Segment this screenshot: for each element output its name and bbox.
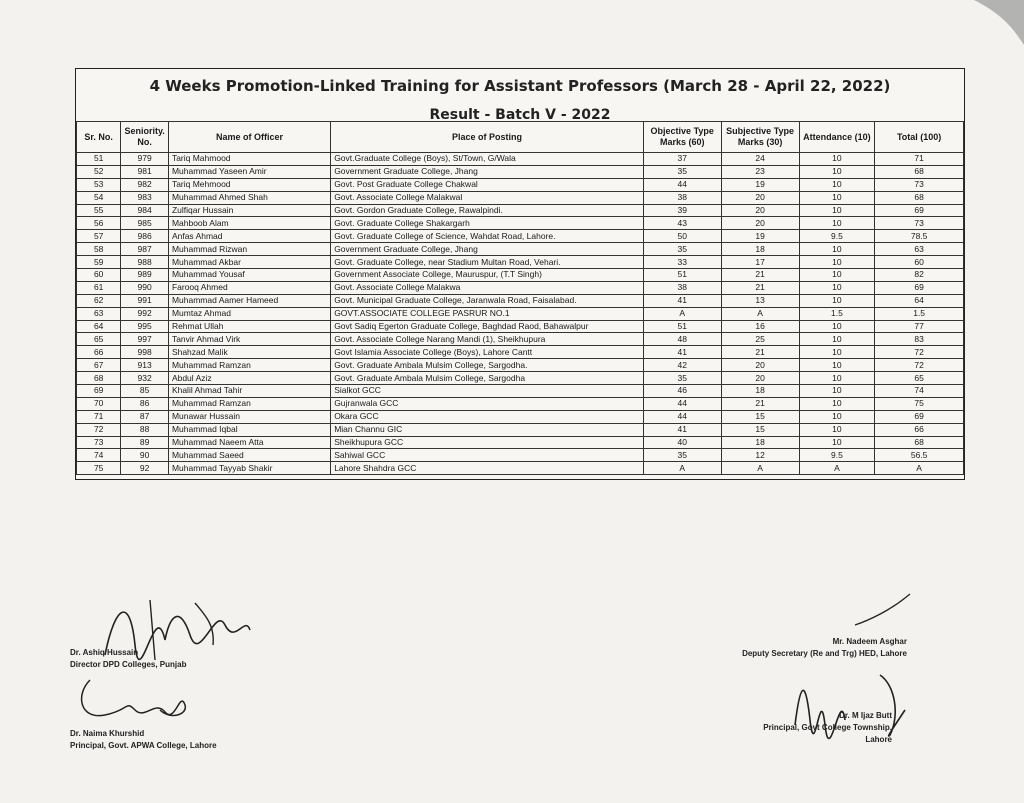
cell-officer-name: Muhammad Ramzan [168, 359, 330, 372]
table-row [77, 410, 964, 423]
table-row [77, 204, 964, 217]
cell-attendance: 10 [799, 281, 875, 294]
cell-seniority-no: 990 [121, 281, 169, 294]
cell-sr-no: 54 [77, 191, 121, 204]
page-corner-shadow [964, 0, 1024, 50]
cell-sr-no: 62 [77, 294, 121, 307]
cell-sr-no: 66 [77, 346, 121, 359]
cell-seniority-no: 87 [121, 410, 169, 423]
cell-total: 66 [875, 423, 964, 436]
cell-officer-name: Muhammad Akbar [168, 256, 330, 269]
cell-sr-no: 73 [77, 436, 121, 449]
cell-total: 69 [875, 204, 964, 217]
cell-sr-no: 64 [77, 320, 121, 333]
cell-seniority-no: 92 [121, 462, 169, 475]
cell-subjective-marks: 17 [721, 256, 799, 269]
cell-objective-marks: 41 [643, 423, 721, 436]
cell-officer-name: Muhammad Ahmed Shah [168, 191, 330, 204]
cell-officer-name: Shahzad Malik [168, 346, 330, 359]
header-sr-no: Sr. No. [77, 122, 121, 153]
table-row [77, 281, 964, 294]
cell-place-of-posting: Sahiwal GCC [331, 449, 644, 462]
cell-place-of-posting: Government Graduate College, Jhang [331, 165, 644, 178]
cell-attendance: 10 [799, 410, 875, 423]
cell-total: 63 [875, 243, 964, 256]
cell-subjective-marks: 20 [721, 217, 799, 230]
cell-officer-name: Muhammad Naeem Atta [168, 436, 330, 449]
cell-sr-no: 75 [77, 462, 121, 475]
cell-officer-name: Abdul Aziz [168, 372, 330, 385]
cell-officer-name: Muhammad Aamer Hameed [168, 294, 330, 307]
cell-seniority-no: 88 [121, 423, 169, 436]
cell-attendance: 10 [799, 191, 875, 204]
cell-subjective-marks: 16 [721, 320, 799, 333]
cell-place-of-posting: Govt Sadiq Egerton Graduate College, Baghdad Raod, Bahawalpur [331, 320, 644, 333]
cell-place-of-posting: Govt. Graduate College of Science, Wahdat Road, Lahore. [331, 230, 644, 243]
cell-sr-no: 65 [77, 333, 121, 346]
cell-sr-no: 72 [77, 423, 121, 436]
cell-total: 71 [875, 153, 964, 166]
cell-place-of-posting: Lahore Shahdra GCC [331, 462, 644, 475]
table-row [77, 333, 964, 346]
cell-total: 65 [875, 372, 964, 385]
table-row [77, 436, 964, 449]
cell-objective-marks: 38 [643, 191, 721, 204]
deputy-secretary-title: Deputy Secretary (Re and Trg) HED, Lahore [742, 649, 907, 658]
header-attendance: Attendance (10) [799, 122, 875, 153]
cell-seniority-no: 981 [121, 165, 169, 178]
cell-attendance: 10 [799, 243, 875, 256]
cell-place-of-posting: Mian Channu GIC [331, 423, 644, 436]
document-subtitle: Result - Batch V - 2022 [429, 107, 611, 123]
cell-place-of-posting: Govt. Associate College Malakwal [331, 191, 644, 204]
table-row [77, 243, 964, 256]
table-row [77, 385, 964, 398]
cell-seniority-no: 979 [121, 153, 169, 166]
cell-sr-no: 70 [77, 397, 121, 410]
cell-total: 72 [875, 346, 964, 359]
cell-objective-marks: A [643, 307, 721, 320]
cell-place-of-posting: Sheikhupura GCC [331, 436, 644, 449]
cell-officer-name: Zulfiqar Hussain [168, 204, 330, 217]
cell-total: A [875, 462, 964, 475]
cell-objective-marks: 43 [643, 217, 721, 230]
cell-sr-no: 67 [77, 359, 121, 372]
table-row [77, 359, 964, 372]
cell-officer-name: Muhammad Iqbal [168, 423, 330, 436]
cell-objective-marks: 35 [643, 243, 721, 256]
cell-subjective-marks: 18 [721, 385, 799, 398]
cell-attendance: 10 [799, 153, 875, 166]
cell-officer-name: Anfas Ahmad [168, 230, 330, 243]
cell-subjective-marks: 12 [721, 449, 799, 462]
cell-objective-marks: A [643, 462, 721, 475]
cell-subjective-marks: 21 [721, 346, 799, 359]
cell-officer-name: Munawar Hussain [168, 410, 330, 423]
cell-seniority-no: 85 [121, 385, 169, 398]
table-row [77, 153, 964, 166]
cell-sr-no: 63 [77, 307, 121, 320]
cell-total: 68 [875, 191, 964, 204]
cell-subjective-marks: A [721, 462, 799, 475]
cell-total: 56.5 [875, 449, 964, 462]
cell-total: 77 [875, 320, 964, 333]
cell-place-of-posting: Govt. Gordon Graduate College, Rawalpindi. [331, 204, 644, 217]
cell-subjective-marks: 20 [721, 372, 799, 385]
cell-place-of-posting: Govt Islamia Associate College (Boys), Lahore Cantt [331, 346, 644, 359]
signature-block-principal-apwa [70, 728, 217, 752]
cell-place-of-posting: Govt. Associate College Malakwa [331, 281, 644, 294]
cell-place-of-posting: Okara GCC [331, 410, 644, 423]
cell-objective-marks: 42 [643, 359, 721, 372]
cell-attendance: 10 [799, 294, 875, 307]
table-row [77, 372, 964, 385]
cell-sr-no: 53 [77, 178, 121, 191]
cell-attendance: 10 [799, 385, 875, 398]
cell-officer-name: Muhammad Saeed [168, 449, 330, 462]
cell-seniority-no: 991 [121, 294, 169, 307]
cell-subjective-marks: 15 [721, 410, 799, 423]
cell-sr-no: 57 [77, 230, 121, 243]
cell-objective-marks: 39 [643, 204, 721, 217]
cell-seniority-no: 988 [121, 256, 169, 269]
cell-objective-marks: 44 [643, 178, 721, 191]
cell-officer-name: Tanvir Ahmad Virk [168, 333, 330, 346]
cell-subjective-marks: 20 [721, 191, 799, 204]
cell-objective-marks: 51 [643, 320, 721, 333]
principal-apwa-name: Dr. Naima Khurshid [70, 729, 145, 738]
document-title: 4 Weeks Promotion-Linked Training for Assistant Professors (March 28 - April 22, 2022) [149, 77, 891, 95]
table-row [77, 320, 964, 333]
cell-objective-marks: 38 [643, 281, 721, 294]
cell-total: 69 [875, 410, 964, 423]
header-subjective-marks: Subjective Type Marks (30) [721, 122, 799, 153]
header-objective-marks: Objective Type Marks (60) [643, 122, 721, 153]
table-row [77, 307, 964, 320]
table-row [77, 165, 964, 178]
cell-subjective-marks: A [721, 307, 799, 320]
cell-total: 73 [875, 178, 964, 191]
cell-attendance: 10 [799, 217, 875, 230]
cell-seniority-no: 992 [121, 307, 169, 320]
cell-subjective-marks: 18 [721, 243, 799, 256]
cell-subjective-marks: 21 [721, 281, 799, 294]
header-name-of-officer: Name of Officer [168, 122, 330, 153]
cell-objective-marks: 41 [643, 346, 721, 359]
cell-subjective-marks: 25 [721, 333, 799, 346]
cell-objective-marks: 35 [643, 372, 721, 385]
cell-seniority-no: 89 [121, 436, 169, 449]
cell-sr-no: 71 [77, 410, 121, 423]
cell-place-of-posting: Gujranwala GCC [331, 397, 644, 410]
table-row [77, 346, 964, 359]
cell-attendance: 10 [799, 346, 875, 359]
cell-seniority-no: 987 [121, 243, 169, 256]
cell-officer-name: Farooq Ahmed [168, 281, 330, 294]
cell-attendance: 1.5 [799, 307, 875, 320]
cell-objective-marks: 33 [643, 256, 721, 269]
table-row [77, 178, 964, 191]
result-sheet [75, 68, 965, 480]
cell-sr-no: 68 [77, 372, 121, 385]
header-seniority-no: Seniority. No. [121, 122, 169, 153]
cell-objective-marks: 41 [643, 294, 721, 307]
cell-subjective-marks: 20 [721, 204, 799, 217]
cell-total: 82 [875, 269, 964, 282]
cell-officer-name: Khalil Ahmad Tahir [168, 385, 330, 398]
cell-sr-no: 61 [77, 281, 121, 294]
cell-subjective-marks: 21 [721, 397, 799, 410]
cell-seniority-no: 932 [121, 372, 169, 385]
cell-attendance: 10 [799, 178, 875, 191]
cell-place-of-posting: Govt. Graduate Ambala Mulsim College, Sargodha. [331, 359, 644, 372]
cell-attendance: 10 [799, 397, 875, 410]
signature-scribble-left-bottom [70, 670, 200, 730]
cell-seniority-no: 998 [121, 346, 169, 359]
director-name: Dr. Ashiq Hussain [70, 648, 139, 657]
principal-township-name: Dr. M Ijaz Butt [839, 711, 892, 720]
signature-block-principal-township [742, 710, 892, 746]
cell-objective-marks: 44 [643, 397, 721, 410]
cell-place-of-posting: Govt. Associate College Narang Mandi (1), Sheikhupura [331, 333, 644, 346]
header-total: Total (100) [875, 122, 964, 153]
cell-sr-no: 69 [77, 385, 121, 398]
table-row [77, 269, 964, 282]
cell-attendance: 10 [799, 204, 875, 217]
cell-place-of-posting: Govt. Municipal Graduate College, Jaranwala Road, Faisalabad. [331, 294, 644, 307]
cell-officer-name: Tariq Mehmood [168, 178, 330, 191]
cell-officer-name: Rehmat Ullah [168, 320, 330, 333]
cell-total: 68 [875, 165, 964, 178]
cell-attendance: 10 [799, 256, 875, 269]
director-title: Director DPD Colleges, Punjab [70, 660, 187, 669]
principal-apwa-title: Principal, Govt. APWA College, Lahore [70, 741, 217, 750]
cell-total: 69 [875, 281, 964, 294]
table-row [77, 423, 964, 436]
cell-attendance: 10 [799, 333, 875, 346]
cell-seniority-no: 913 [121, 359, 169, 372]
table-row [77, 256, 964, 269]
cell-officer-name: Muhammad Rizwan [168, 243, 330, 256]
cell-attendance: 9.5 [799, 449, 875, 462]
cell-attendance: A [799, 462, 875, 475]
cell-total: 64 [875, 294, 964, 307]
cell-subjective-marks: 13 [721, 294, 799, 307]
cell-place-of-posting: Govt.Graduate College (Boys), St/Town, G/Wala [331, 153, 644, 166]
cell-total: 75 [875, 397, 964, 410]
table-row [77, 397, 964, 410]
cell-objective-marks: 46 [643, 385, 721, 398]
cell-subjective-marks: 18 [721, 436, 799, 449]
signature-block-deputy-secretary [742, 636, 907, 660]
cell-total: 73 [875, 217, 964, 230]
cell-objective-marks: 48 [643, 333, 721, 346]
cell-subjective-marks: 23 [721, 165, 799, 178]
cell-total: 78.5 [875, 230, 964, 243]
principal-township-title: Principal, Govt College Township, Lahore [763, 723, 892, 744]
cell-officer-name: Muhammad Tayyab Shakir [168, 462, 330, 475]
cell-sr-no: 51 [77, 153, 121, 166]
cell-subjective-marks: 24 [721, 153, 799, 166]
table-row [77, 217, 964, 230]
table-row [77, 230, 964, 243]
cell-objective-marks: 37 [643, 153, 721, 166]
signature-block-director [70, 647, 186, 671]
cell-subjective-marks: 15 [721, 423, 799, 436]
cell-total: 68 [875, 436, 964, 449]
cell-objective-marks: 40 [643, 436, 721, 449]
cell-subjective-marks: 19 [721, 178, 799, 191]
cell-place-of-posting: Government Graduate College, Jhang [331, 243, 644, 256]
cell-officer-name: Tariq Mahmood [168, 153, 330, 166]
cell-objective-marks: 35 [643, 449, 721, 462]
cell-officer-name: Muhammad Yaseen Amir [168, 165, 330, 178]
cell-subjective-marks: 21 [721, 269, 799, 282]
cell-seniority-no: 995 [121, 320, 169, 333]
cell-sr-no: 52 [77, 165, 121, 178]
cell-seniority-no: 90 [121, 449, 169, 462]
cell-seniority-no: 984 [121, 204, 169, 217]
cell-seniority-no: 989 [121, 269, 169, 282]
table-header-row [77, 122, 964, 153]
cell-sr-no: 58 [77, 243, 121, 256]
cell-sr-no: 60 [77, 269, 121, 282]
cell-attendance: 10 [799, 165, 875, 178]
cell-attendance: 10 [799, 320, 875, 333]
cell-place-of-posting: Government Associate College, Mauruspur, (T.T Singh) [331, 269, 644, 282]
cell-total: 1.5 [875, 307, 964, 320]
header-place-of-posting: Place of Posting [331, 122, 644, 153]
cell-subjective-marks: 19 [721, 230, 799, 243]
cell-place-of-posting: Govt. Post Graduate College Chakwal [331, 178, 644, 191]
cell-seniority-no: 86 [121, 397, 169, 410]
result-table [76, 121, 964, 475]
cell-attendance: 10 [799, 372, 875, 385]
cell-place-of-posting: GOVT.ASSOCIATE COLLEGE PASRUR NO.1 [331, 307, 644, 320]
table-row [77, 449, 964, 462]
deputy-secretary-name: Mr. Nadeem Asghar [832, 637, 907, 646]
cell-attendance: 10 [799, 359, 875, 372]
cell-objective-marks: 44 [643, 410, 721, 423]
cell-place-of-posting: Sialkot GCC [331, 385, 644, 398]
cell-total: 83 [875, 333, 964, 346]
table-row [77, 462, 964, 475]
cell-seniority-no: 986 [121, 230, 169, 243]
cell-sr-no: 74 [77, 449, 121, 462]
table-row [77, 294, 964, 307]
cell-objective-marks: 51 [643, 269, 721, 282]
cell-place-of-posting: Govt. Graduate Ambala Mulsim College, Sargodha [331, 372, 644, 385]
cell-attendance: 9.5 [799, 230, 875, 243]
cell-total: 60 [875, 256, 964, 269]
cell-seniority-no: 983 [121, 191, 169, 204]
cell-attendance: 10 [799, 423, 875, 436]
cell-sr-no: 56 [77, 217, 121, 230]
table-row [77, 191, 964, 204]
cell-attendance: 10 [799, 269, 875, 282]
cell-objective-marks: 50 [643, 230, 721, 243]
cell-subjective-marks: 20 [721, 359, 799, 372]
cell-place-of-posting: Govt. Graduate College Shakargarh [331, 217, 644, 230]
cell-officer-name: Mumtaz Ahmad [168, 307, 330, 320]
cell-sr-no: 55 [77, 204, 121, 217]
cell-officer-name: Mahboob Alam [168, 217, 330, 230]
cell-total: 72 [875, 359, 964, 372]
cell-attendance: 10 [799, 436, 875, 449]
cell-seniority-no: 982 [121, 178, 169, 191]
cell-seniority-no: 997 [121, 333, 169, 346]
cell-seniority-no: 985 [121, 217, 169, 230]
cell-place-of-posting: Govt. Graduate College, near Stadium Multan Road, Vehari. [331, 256, 644, 269]
cell-sr-no: 59 [77, 256, 121, 269]
cell-officer-name: Muhammad Ramzan [168, 397, 330, 410]
signature-scribble-right-top [850, 590, 920, 630]
cell-officer-name: Muhammad Yousaf [168, 269, 330, 282]
cell-objective-marks: 35 [643, 165, 721, 178]
cell-total: 74 [875, 385, 964, 398]
